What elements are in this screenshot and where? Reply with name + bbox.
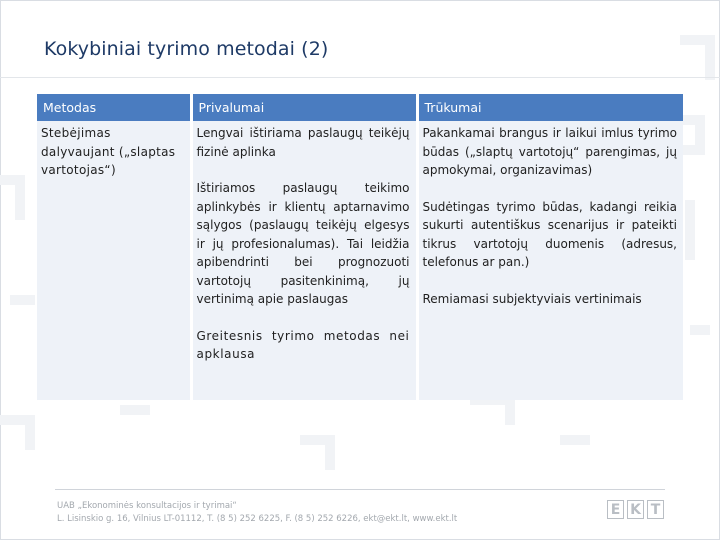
disadvantage-item: Remiamasi subjektyviais vertinimais: [422, 291, 642, 306]
logo-letter-k: K: [627, 500, 644, 519]
footer-company: UAB „Ekonominės konsultacijos ir tyrimai“: [57, 501, 237, 511]
advantages-cell: [191, 121, 417, 400]
disadvantage-item: Sudėtingas tyrimo būdas, kadangi reikia sukurti autentiškus scenarijus ir pateikti tikrus vartotojų duomenis (adresus, telefonus ar pan.): [422, 199, 677, 269]
advantage-item: Ištiriamos paslaugų teikimo aplinkybės ir klientų aptarnavimo sąlygos (paslaugų teikėjų elgesys ir jų profesionalumas). Tai leidžia apibendrinti bei prognozuoti vartotojų pasitenkinimą, jų vertinimą apie paslaugas: [196, 181, 410, 306]
method-cell: [37, 121, 191, 400]
column-header-disadvantages: Trūkumai: [417, 94, 683, 121]
advantage-item: Greitesnis tyrimo metodas nei apklausa: [196, 328, 410, 361]
footer-address: [57, 500, 457, 526]
column-header-advantages: Privalumai: [191, 94, 417, 121]
footer-divider: [55, 489, 665, 490]
title-divider: [0, 77, 720, 78]
disadvantages-cell: [417, 121, 683, 400]
table-row: [37, 121, 683, 400]
column-header-method: Metodas: [37, 94, 191, 121]
logo-letter-t: T: [647, 500, 664, 519]
footer-contacts: L. Lisinskio g. 16, Vilnius LT-01112, T. (8 5) 252 6225, F. (8 5) 252 6226, ekt@ekt.lt, www.ekt.lt: [57, 514, 458, 524]
methods-table: [37, 94, 683, 400]
table-header-row: [37, 94, 683, 121]
logo-letter-e: E: [607, 500, 624, 519]
ekt-logo: [607, 500, 664, 519]
advantage-item: Lengvai ištiriama paslaugų teikėjų fizinė aplinka: [196, 126, 410, 159]
slide-title: Kokybiniai tyrimo metodai (2): [44, 38, 329, 60]
disadvantage-item: Pakankamai brangus ir laikui imlus tyrimo būdas („slaptų vartotojų“ parengimas, jų apmokymai, organizavimas): [422, 126, 677, 177]
method-name: Stebėjimas dalyvaujant („slaptas vartotojas“): [41, 126, 176, 177]
